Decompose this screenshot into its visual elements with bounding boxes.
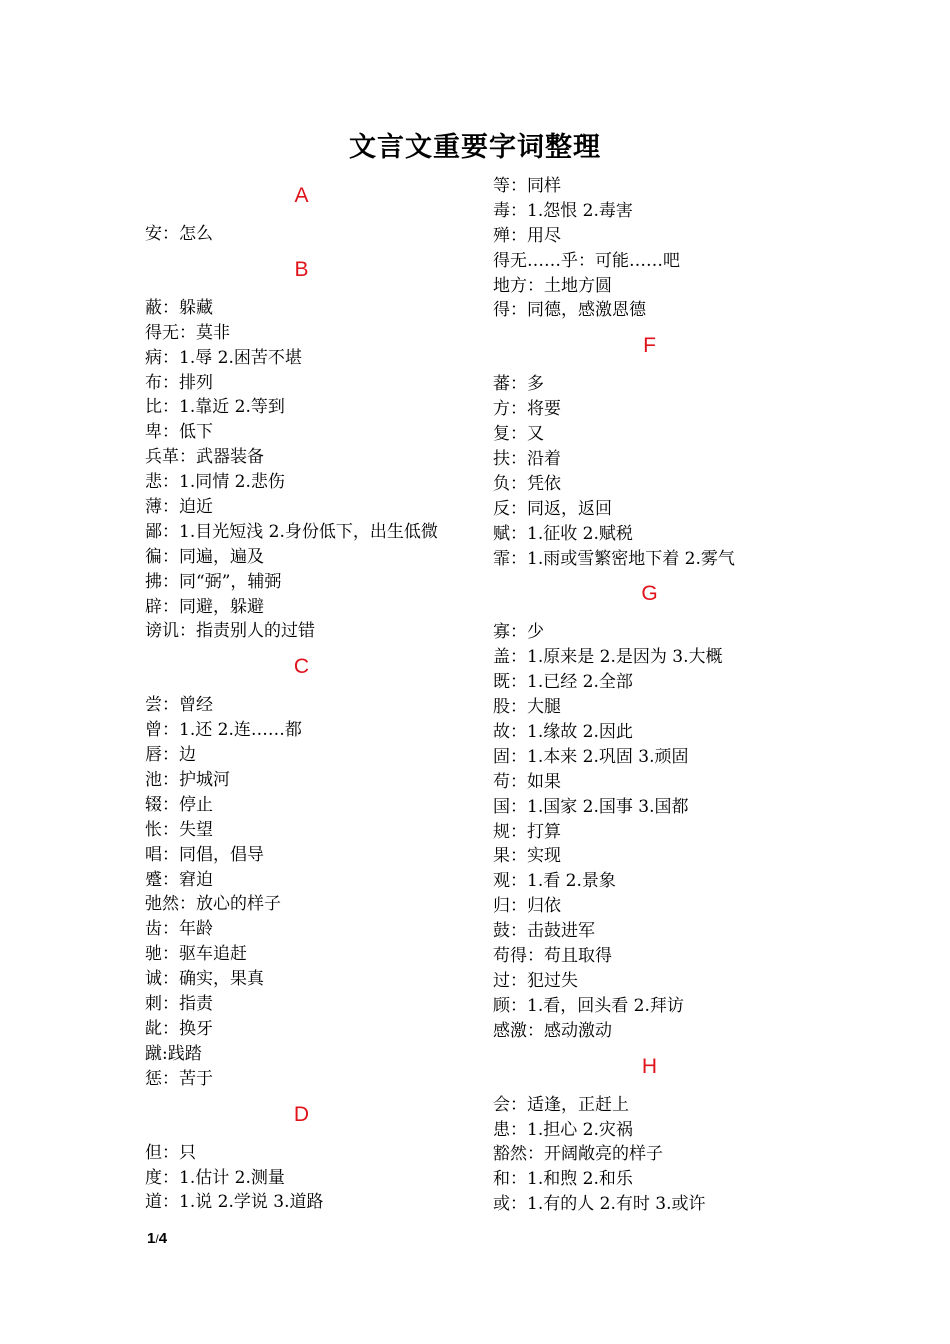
word-entry: 卑：低下 bbox=[145, 422, 213, 443]
word-entry: 霏：1.雨或雪繁密地下着 2.雾气 bbox=[493, 548, 735, 569]
word-entry: 或：1.有的人 2.有时 3.或许 bbox=[493, 1194, 706, 1215]
word-entry: 龀：换牙 bbox=[145, 1018, 213, 1039]
word-entry: 盖：1.原来是 2.是因为 3.大概 bbox=[493, 647, 723, 668]
word-entry: 观：1.看 2.景象 bbox=[493, 871, 616, 892]
word-entry: 徧：同遍，遍及 bbox=[145, 546, 264, 567]
word-entry: 苟：如果 bbox=[493, 771, 561, 792]
word-entry: 谤讥：指责别人的过错 bbox=[145, 621, 315, 642]
word-entry: 果：实现 bbox=[493, 846, 561, 867]
word-entry: 兵革：武器装备 bbox=[145, 447, 264, 468]
word-entry: 得无……乎：可能……吧 bbox=[493, 250, 680, 271]
word-entry: 规：打算 bbox=[493, 821, 561, 842]
word-entry: 寡：少 bbox=[493, 622, 544, 643]
word-entry: 股：大腿 bbox=[493, 697, 561, 718]
page-title: 文言文重要字词整理 bbox=[349, 132, 601, 163]
word-entry: 方：将要 bbox=[493, 399, 561, 420]
section bbox=[493, 174, 833, 333]
word-entry: 病：1.辱 2.困苦不堪 bbox=[145, 347, 302, 368]
section-gap bbox=[145, 644, 485, 654]
word-entry: 刺：指责 bbox=[145, 994, 213, 1015]
word-entry: 尝：曾经 bbox=[145, 695, 213, 716]
section bbox=[493, 333, 833, 581]
word-entry: 感激：感动激动 bbox=[493, 1020, 612, 1041]
section-letter: C bbox=[293, 655, 310, 679]
word-entry: 鼓：击鼓进军 bbox=[493, 921, 595, 942]
word-entry: 患：1.担心 2.灾祸 bbox=[493, 1119, 633, 1140]
word-entry: 蕃：多 bbox=[493, 374, 544, 395]
word-entry: 得：同德，感激恩德 bbox=[493, 300, 646, 321]
right-column bbox=[493, 174, 833, 1217]
word-entry: 等：同样 bbox=[493, 176, 561, 196]
word-entry: 固：1.本来 2.巩固 3.顽固 bbox=[493, 746, 689, 767]
word-entry: 负：凭依 bbox=[493, 473, 561, 494]
word-entry: 顾：1.看，回头看 2.拜访 bbox=[493, 995, 684, 1016]
word-entry: 蹙：窘迫 bbox=[145, 869, 213, 890]
word-entry: 弛然：放心的样子 bbox=[145, 894, 281, 915]
word-entry: 布：排列 bbox=[145, 372, 213, 393]
word-entry: 扶：沿着 bbox=[493, 449, 561, 470]
word-entry: 唇：边 bbox=[145, 745, 196, 766]
section bbox=[145, 183, 485, 257]
word-entry: 怅：失望 bbox=[145, 819, 213, 840]
word-entry: 地方：土地方圆 bbox=[493, 275, 612, 296]
word-entry: 故：1.缘故 2.因此 bbox=[493, 722, 633, 743]
word-entry: 曾：1.还 2.连……都 bbox=[145, 720, 302, 741]
word-entry: 辍：停止 bbox=[145, 794, 213, 815]
section-gap bbox=[493, 1044, 833, 1054]
word-entry: 豁然：开阔敞亮的样子 bbox=[493, 1144, 663, 1165]
word-entry: 国：1.国家 2.国事 3.国都 bbox=[493, 796, 689, 817]
section bbox=[493, 1054, 833, 1217]
word-entry: 过：犯过失 bbox=[493, 970, 578, 991]
section-letter: B bbox=[294, 257, 309, 281]
word-entry: 唱：同倡，倡导 bbox=[145, 844, 264, 865]
word-entry: 悲：1.同情 2.悲伤 bbox=[145, 472, 285, 493]
section-gap bbox=[145, 247, 485, 257]
word-entry: 会：适逢，正赶上 bbox=[493, 1094, 629, 1115]
page-number bbox=[147, 1230, 167, 1247]
section bbox=[493, 581, 833, 1053]
section-gap bbox=[493, 571, 833, 581]
section-gap bbox=[493, 323, 833, 333]
page-separator: / bbox=[155, 1232, 159, 1246]
word-entry: 毒：1.怨恨 2.毒害 bbox=[493, 200, 633, 221]
word-entry: 诚：确实，果真 bbox=[145, 969, 264, 990]
word-entry: 归：归依 bbox=[493, 896, 561, 917]
word-entry: 齿：年龄 bbox=[145, 919, 213, 940]
word-entry: 既：1.已经 2.全部 bbox=[493, 672, 633, 693]
word-entry: 殚：用尽 bbox=[493, 225, 561, 246]
section-letter: H bbox=[641, 1054, 658, 1078]
section-letter: F bbox=[643, 334, 656, 358]
word-entry: 比：1.靠近 2.等到 bbox=[145, 397, 285, 418]
word-entry: 驰：驱车追赶 bbox=[145, 944, 247, 965]
word-entry: 得无：莫非 bbox=[145, 322, 230, 343]
section bbox=[145, 257, 485, 654]
word-entry: 薄：迫近 bbox=[145, 497, 213, 518]
word-entry: 蹴:践踏 bbox=[145, 1043, 202, 1064]
word-entry: 蔽：躲藏 bbox=[145, 297, 213, 318]
word-entry: 拂：同“弼”，辅弼 bbox=[145, 571, 282, 592]
word-entry: 赋：1.征收 2.赋税 bbox=[493, 523, 633, 544]
section-gap bbox=[145, 1092, 485, 1102]
word-entry: 辟：同避，躲避 bbox=[145, 596, 264, 617]
section-letter: A bbox=[294, 184, 309, 207]
section-letter: G bbox=[641, 582, 658, 606]
word-entry: 和：1.和煦 2.和乐 bbox=[493, 1169, 633, 1190]
word-entry: 惩：苦于 bbox=[145, 1068, 213, 1089]
word-entry: 池：护城河 bbox=[145, 770, 230, 791]
section-letter: D bbox=[293, 1102, 310, 1126]
word-entry: 苟得：苟且取得 bbox=[493, 946, 612, 967]
word-entry: 鄙：1.目光短浅 2.身份低下，出生低微 bbox=[145, 521, 438, 542]
section bbox=[145, 1102, 485, 1216]
word-entry: 度：1.估计 2.测量 bbox=[145, 1167, 285, 1188]
word-entry: 但：只 bbox=[145, 1142, 196, 1163]
current-page: 1 bbox=[147, 1230, 156, 1247]
word-entry: 道：1.说 2.学说 3.道路 bbox=[145, 1192, 324, 1213]
word-entry: 复：又 bbox=[493, 424, 544, 445]
word-entry: 安：怎么 bbox=[145, 224, 213, 244]
left-column bbox=[145, 183, 485, 1215]
word-entry: 反：同返，返回 bbox=[493, 498, 612, 519]
section bbox=[145, 654, 485, 1101]
total-pages: 4 bbox=[158, 1230, 168, 1247]
